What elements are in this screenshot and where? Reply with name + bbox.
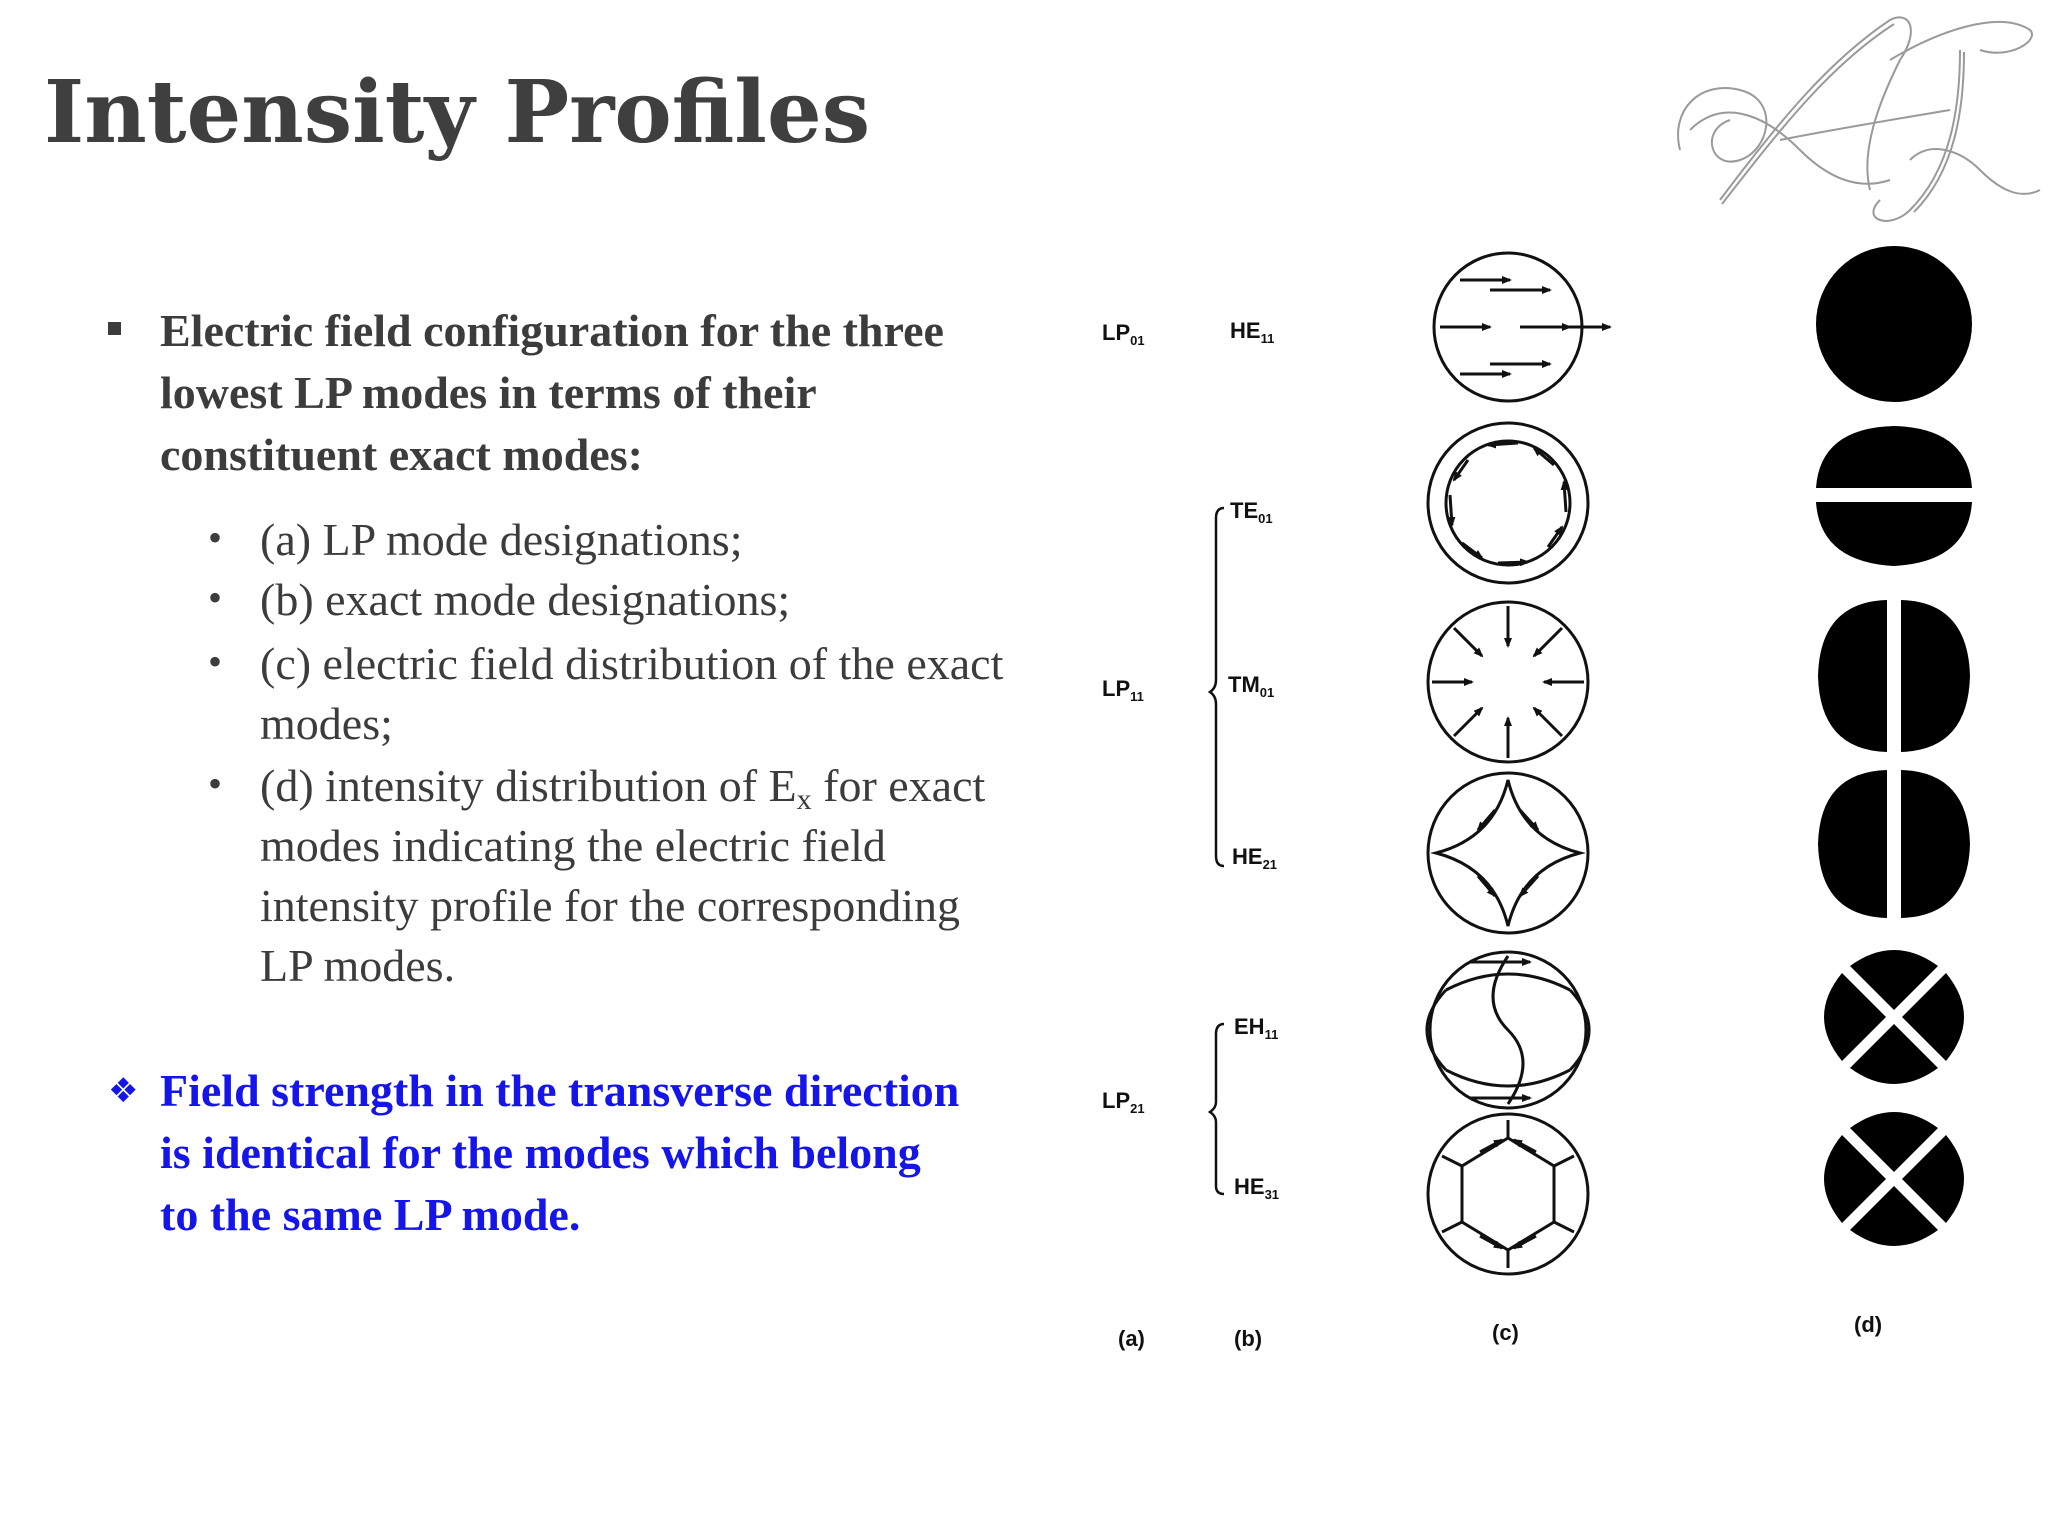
column-label-a: (a) — [1118, 1326, 1145, 1351]
logo-monogram — [1660, 0, 2048, 240]
bullet-dot-icon: • — [208, 515, 223, 560]
he21-label: $HE_{21}$ — [1232, 844, 1278, 872]
lp11-bracket — [1210, 508, 1224, 866]
lp21-label: $LP_{21}$ — [1102, 1088, 1145, 1116]
list-item: • (b) exact mode designations; — [200, 570, 1020, 630]
he11-field-pattern — [1434, 253, 1610, 401]
te01-label: $TE_{01}$ — [1230, 498, 1273, 526]
he31-field-pattern — [1428, 1114, 1588, 1274]
tm01-field-pattern — [1428, 602, 1588, 762]
he11-intensity-pattern — [1816, 246, 1972, 402]
bullet-dot-icon: • — [208, 761, 223, 806]
column-label-d: (d) — [1854, 1312, 1883, 1337]
he21-field-pattern — [1428, 773, 1588, 933]
page-title: Intensity Profiles — [44, 62, 871, 163]
list-item: • (c) electric field distribution of the exact modes; — [200, 634, 1020, 754]
lp01-label: $LP_{01}$ — [1102, 320, 1145, 348]
column-label-b: (b) — [1234, 1326, 1263, 1351]
he31-intensity-pattern — [1824, 1112, 1964, 1246]
te01-field-pattern — [1428, 423, 1588, 583]
lp21-bracket — [1210, 1024, 1224, 1194]
diamond-bullet-icon: ❖ — [108, 1071, 139, 1111]
square-bullet-icon — [108, 322, 121, 335]
note-bullet — [108, 1060, 968, 1246]
column-label-c: (c) — [1492, 1320, 1519, 1345]
he21-intensity-pattern — [1818, 770, 1970, 918]
tm01-intensity-pattern — [1818, 600, 1970, 752]
bullet-dot-icon: • — [208, 575, 223, 620]
he11-label: $HE_{11}$ — [1230, 318, 1275, 346]
eh11-label: $EH_{11}$ — [1234, 1014, 1279, 1042]
eh11-intensity-pattern — [1824, 950, 1964, 1084]
eh11-field-pattern — [1427, 952, 1589, 1108]
list-item: • (a) LP mode designations; — [200, 510, 1020, 570]
main-bullet-text: Electric field configuration for the three lowest LP modes in terms of their constituent exact modes: — [160, 305, 944, 480]
mode-figure — [1090, 240, 2000, 1370]
te01-intensity-pattern — [1816, 426, 1972, 566]
list-item: • (d) intensity distribution of $E_x$ for exact modes indicating the electric field intensity profile for the corresponding LP modes. — [200, 756, 1020, 996]
tm01-label: $TM_{01}$ — [1228, 672, 1275, 700]
lp11-label: $LP_{11}$ — [1102, 676, 1144, 704]
main-bullet — [108, 300, 1038, 486]
bullet-dot-icon: • — [208, 639, 223, 684]
note-text: Field strength in the transverse direction is identical for the modes which belong to the same LP mode. — [160, 1065, 960, 1240]
he31-label: $HE_{31}$ — [1234, 1174, 1280, 1202]
